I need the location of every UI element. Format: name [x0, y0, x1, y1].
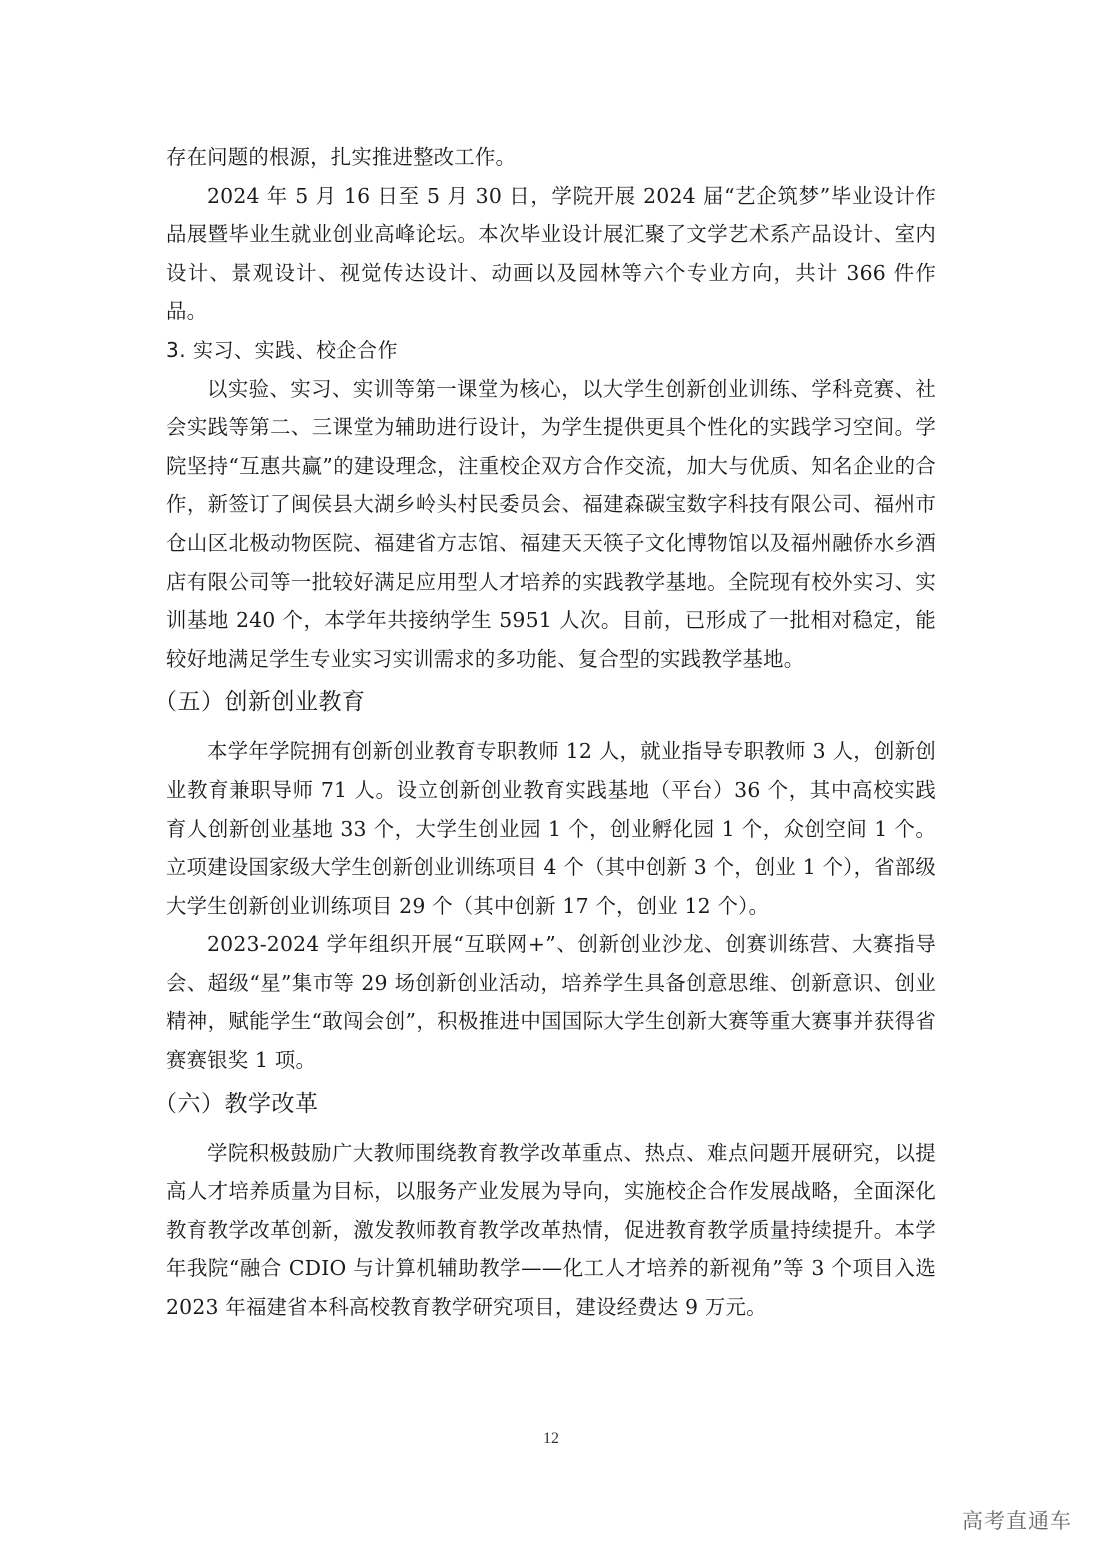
- paragraph-innovation-activities: 2023-2024 学年组织开展“互联网+”、创新创业沙龙、创赛训练营、大赛指导会、超级“星”集市等 29 场创新创业活动，培养学生具备创意思维、创新意识、创业精神，赋能学生“敢闯会创”，积极推进中国国际大学生创新大赛等重大赛事并获得省赛赛银奖 1 项。: [166, 932, 936, 1073]
- paragraph-graduation-exhibition: 2024 年 5 月 16 日至 5 月 30 日，学院开展 2024 届“艺企筑梦”毕业设计作品展暨毕业生就业创业高峰论坛。本次毕业设计展汇聚了文学艺术系产品设计、室内设计、景观设计、视觉传达设计、动画以及园林等六个专业方向，共计 366 件作品。: [166, 183, 936, 324]
- paragraph-innovation-staff: 本学年学院拥有创新创业教育专职教师 12 人，就业指导专职教师 3 人，创新创业教育兼职导师 71 人。设立创新创业教育实践基地（平台）36 个，其中高校实践育人创新创业基地 33 个，大学生创业园 1 个，创业孵化园 1 个，众创空间 1 个。立项建设国家级大学生创新创业训练项目 4 个（其中创新 3 个，创业 1 个），省部级大学生创新创业训练项目 29 个（其中创新 17 个，创业 12 个）。: [166, 739, 936, 918]
- page-content: [154, 138, 936, 1327]
- subsection-title-internship: 3. 实习、实践、校企合作: [166, 337, 398, 362]
- page-number: 12: [543, 1430, 559, 1447]
- section-title-teaching-reform: （六）教学改革: [154, 1090, 319, 1117]
- paragraph-internship-practice: 以实验、实习、实训等第一课堂为核心，以大学生创新创业训练、学科竞赛、社会实践等第二、三课堂为辅助进行设计，为学生提供更具个性化的实践学习空间。学院坚持“互惠共赢”的建设理念，注重校企双方合作交流，加大与优质、知名企业的合作，新签订了闽侯县大湖乡岭头村民委员会、福建森碳宝数字科技有限公司、福州市仓山区北极动物医院、福建省方志馆、福建天天筷子文化博物馆以及福州融侨水乡酒店有限公司等一批较好满足应用型人才培养的实践教学基地。全院现有校外实习、实训基地 240 个，本学年共接纳学生 5951 人次。目前，已形成了一批相对稳定，能较好地满足学生专业实习实训需求的多功能、复合型的实践教学基地。: [166, 376, 936, 671]
- paragraph-continuation: 存在问题的根源，扎实推进整改工作。: [166, 145, 517, 169]
- section-title-innovation: （五）创新创业教育: [154, 689, 366, 716]
- paragraph-teaching-reform: 学院积极鼓励广大教师围绕教育教学改革重点、热点、难点问题开展研究，以提高人才培养质量为目标，以服务产业发展为导向，实施校企合作发展战略，全面深化教育教学改革创新，激发教师教育教学改革热情，促进教育教学质量持续提升。本学年我院“融合 CDIO 与计算机辅助教学——化工人才培养的新视角”等 3 个项目入选 2023 年福建省本科高校教育教学研究项目，建设经费达 9 万元。: [166, 1140, 936, 1320]
- watermark-text: 高考直通车: [962, 1509, 1072, 1533]
